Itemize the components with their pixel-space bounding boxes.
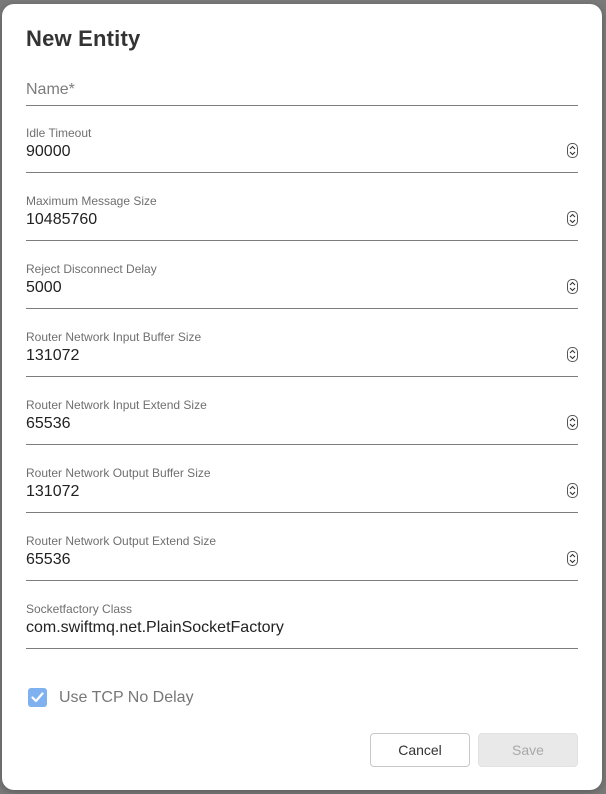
field-label: Socketfactory Class [26, 602, 133, 616]
cancel-button[interactable]: Cancel [370, 733, 470, 767]
field-label: Reject Disconnect Delay [26, 262, 157, 276]
reject-disconnect-delay-field[interactable] [26, 262, 578, 309]
name-input[interactable] [26, 78, 578, 102]
router-network-output-buffer-size-field[interactable] [26, 466, 578, 513]
stepper-icon[interactable] [567, 211, 578, 226]
field-value[interactable]: 90000 [26, 143, 71, 160]
stepper-icon[interactable] [567, 551, 578, 566]
field-value[interactable]: 65536 [26, 415, 71, 432]
field-label: Maximum Message Size [26, 194, 157, 208]
field-value[interactable]: 5000 [26, 279, 62, 296]
maximum-message-size-field[interactable] [26, 194, 578, 241]
use-tcp-no-delay-checkbox[interactable] [28, 688, 47, 707]
field-value[interactable]: 65536 [26, 551, 71, 568]
checkmark-icon [31, 692, 44, 703]
idle-timeout-field[interactable] [26, 126, 578, 173]
field-label: Router Network Output Buffer Size [26, 466, 211, 480]
field-label: Router Network Output Extend Size [26, 534, 217, 548]
stepper-icon[interactable] [567, 483, 578, 498]
stepper-icon[interactable] [567, 347, 578, 362]
checkbox-label: Use TCP No Delay [59, 689, 194, 706]
router-network-input-extend-size-field[interactable] [26, 398, 578, 445]
field-value[interactable]: 131072 [26, 347, 80, 364]
router-network-output-extend-size-field[interactable] [26, 534, 578, 581]
name-field[interactable] [26, 74, 578, 106]
field-label: Idle Timeout [26, 126, 92, 140]
field-value[interactable]: 131072 [26, 483, 80, 500]
socketfactory-class-field[interactable] [26, 602, 578, 649]
field-value[interactable]: com.swiftmq.net.PlainSocketFactory [26, 619, 284, 636]
field-value[interactable]: 10485760 [26, 211, 98, 228]
dialog-title: New Entity [26, 26, 141, 51]
router-network-input-buffer-size-field[interactable] [26, 330, 578, 377]
new-entity-dialog [2, 4, 602, 790]
stepper-icon[interactable] [567, 279, 578, 294]
field-label: Router Network Input Extend Size [26, 398, 207, 412]
save-button[interactable]: Save [478, 733, 578, 767]
stepper-icon[interactable] [567, 143, 578, 158]
field-label: Router Network Input Buffer Size [26, 330, 202, 344]
stepper-icon[interactable] [567, 415, 578, 430]
